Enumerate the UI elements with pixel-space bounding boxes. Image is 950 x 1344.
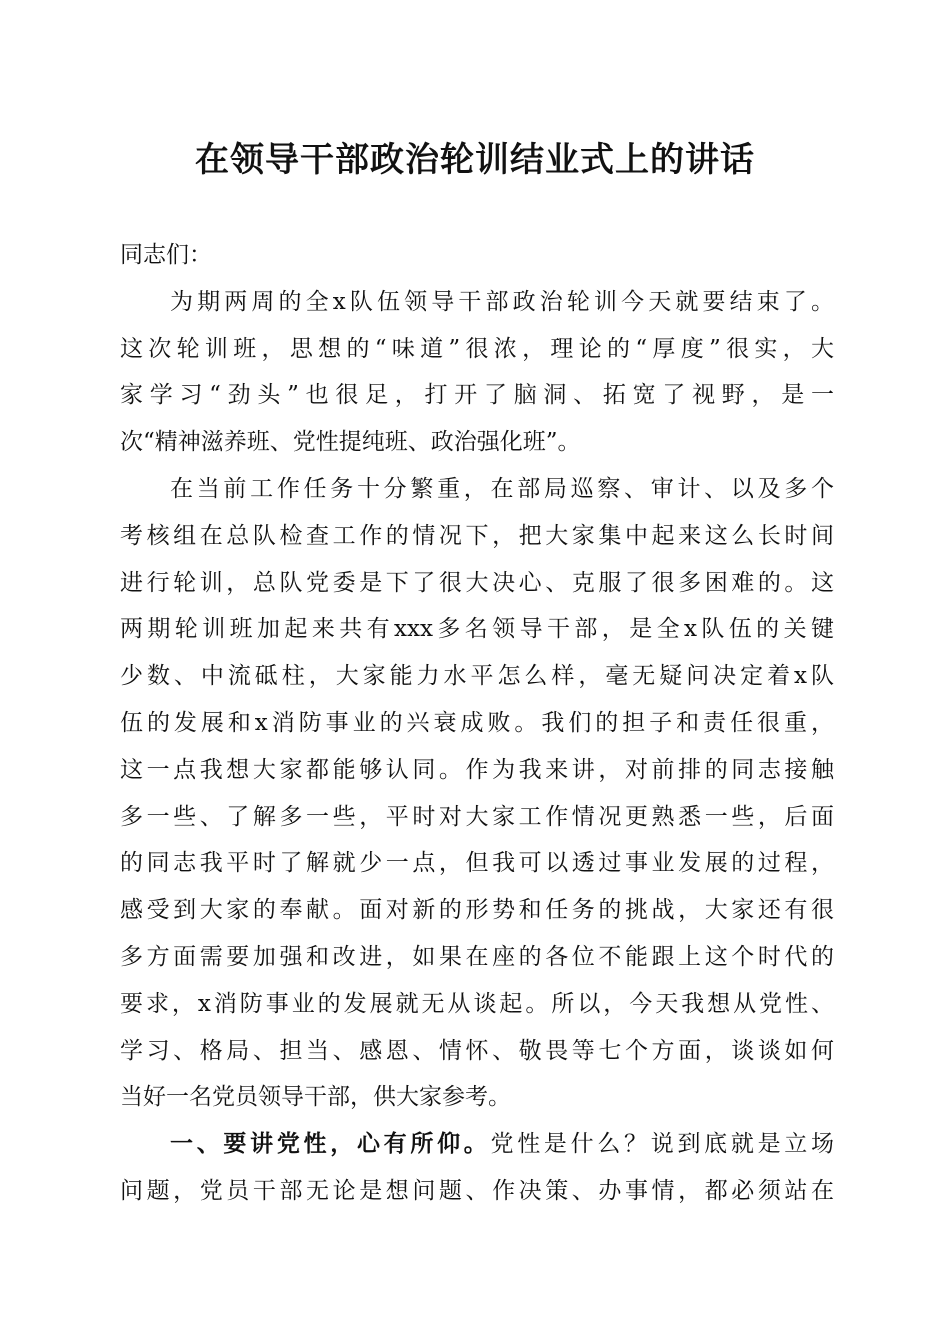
- paragraph-line: 为期两周的全x队伍领导干部政治轮训今天就要结束了。: [170, 288, 834, 315]
- document-title: 在领导干部政治轮训结业式上的讲话: [195, 140, 755, 180]
- paragraph-line: 次“精神滋养班、党性提纯班、政治强化班”。: [120, 429, 581, 456]
- salutation: 同志们：: [120, 242, 212, 268]
- paragraph-line: 问题，党员干部无论是想问题、作决策、办事情，都必须站在: [120, 1177, 834, 1204]
- section-heading-line: [120, 1121, 834, 1168]
- document-body: [120, 232, 834, 1215]
- paragraph-line: 感受到大家的奉献。面对新的形势和任务的挑战，大家还有很: [120, 897, 834, 924]
- paragraph-line: 学习、格局、担当、感恩、情怀、敬畏等七个方面，谈谈如何: [120, 1037, 834, 1064]
- paragraph-line: 的同志我平时了解就少一点，但我可以透过事业发展的过程，: [120, 850, 834, 877]
- paragraph-line: 家学习“劲头”也很足，打开了脑洞、拓宽了视野，是一: [120, 382, 834, 409]
- paragraph-line: 进行轮训，总队党委是下了很大决心、克服了很多困难的。这: [120, 569, 834, 596]
- paragraph-line: 这一点我想大家都能够认同。作为我来讲，对前排的同志接触: [120, 756, 834, 783]
- paragraph-line: 要求，x消防事业的发展就无从谈起。所以，今天我想从党性、: [120, 990, 834, 1017]
- paragraph-line: 考核组在总队检查工作的情况下，把大家集中起来这么长时间: [120, 522, 834, 549]
- paragraph-line: 多一些、了解多一些，平时对大家工作情况更熟悉一些，后面: [120, 803, 834, 830]
- paragraph-line: 少数、中流砥柱，大家能力水平怎么样，毫无疑问决定着x队: [120, 663, 834, 690]
- section-heading: 一、要讲党性，心有所仰。: [170, 1131, 491, 1158]
- paragraph-line: 多方面需要加强和改进，如果在座的各位不能跟上这个时代的: [120, 943, 834, 970]
- paragraph-line: 在当前工作任务十分繁重，在部局巡察、审计、以及多个: [170, 475, 834, 502]
- paragraph-line: 两期轮训班加起来共有xxx多名领导干部，是全x队伍的关键: [120, 616, 834, 643]
- paragraph-line: 伍的发展和x消防事业的兴衰成败。我们的担子和责任很重，: [120, 709, 834, 736]
- paragraph-line: 这次轮训班，思想的“味道”很浓，理论的“厚度”很实，大: [120, 335, 834, 362]
- paragraph-line: 当好一名党员领导干部，供大家参考。: [120, 1084, 511, 1111]
- section-heading-rest: 党性是什么？说到底就是立场: [490, 1131, 835, 1158]
